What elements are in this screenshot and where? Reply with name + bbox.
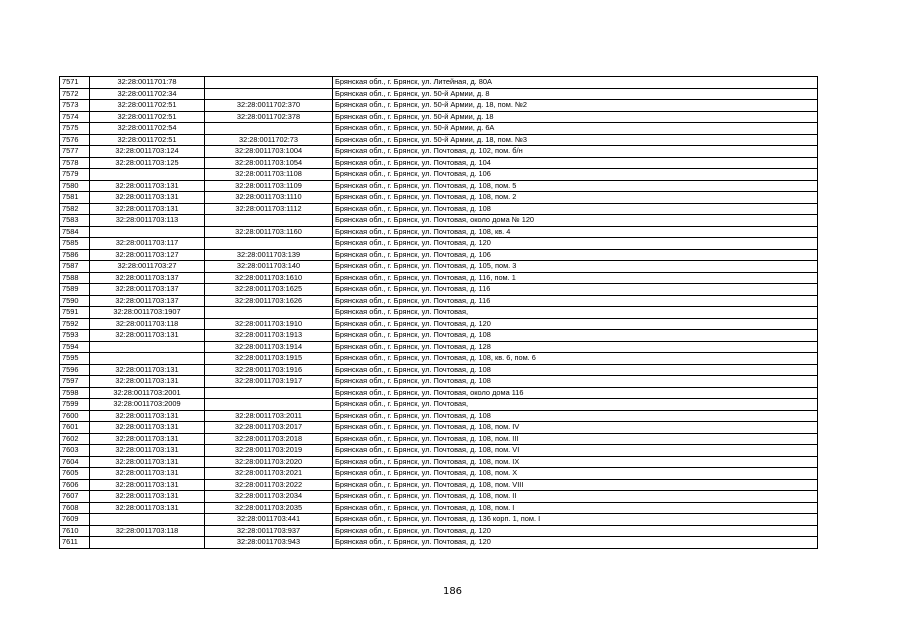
address-cell: Брянская обл., г. Брянск, ул. Почтовая, д. 106	[333, 249, 818, 261]
land-cadastral-number-cell: 32:28:0011703:125	[90, 157, 205, 169]
address-cell: Брянская обл., г. Брянск, ул. Почтовая, д. 108	[333, 364, 818, 376]
land-cadastral-number-cell: 32:28:0011703:137	[90, 272, 205, 284]
registry-table	[59, 76, 818, 549]
row-number-cell: 7595	[60, 353, 90, 365]
table-row	[60, 123, 818, 135]
table-row	[60, 88, 818, 100]
object-cadastral-number-cell: 32:28:0011703:1109	[205, 180, 333, 192]
land-cadastral-number-cell: 32:28:0011701:78	[90, 77, 205, 89]
table-row	[60, 226, 818, 238]
row-number-cell: 7582	[60, 203, 90, 215]
object-cadastral-number-cell: 32:28:0011703:937	[205, 525, 333, 537]
table-row	[60, 422, 818, 434]
registry-table-body	[60, 77, 818, 549]
row-number-cell: 7608	[60, 502, 90, 514]
object-cadastral-number-cell: 32:28:0011703:1112	[205, 203, 333, 215]
land-cadastral-number-cell	[90, 514, 205, 526]
object-cadastral-number-cell	[205, 88, 333, 100]
address-cell: Брянская обл., г. Брянск, ул. Почтовая, д. 128	[333, 341, 818, 353]
object-cadastral-number-cell: 32:28:0011703:1913	[205, 330, 333, 342]
object-cadastral-number-cell: 32:28:0011703:1625	[205, 284, 333, 296]
object-cadastral-number-cell: 32:28:0011703:1610	[205, 272, 333, 284]
address-cell: Брянская обл., г. Брянск, ул. Почтовая, д. 108	[333, 203, 818, 215]
row-number-cell: 7574	[60, 111, 90, 123]
table-row	[60, 525, 818, 537]
table-row	[60, 146, 818, 158]
row-number-cell: 7581	[60, 192, 90, 204]
table-row	[60, 157, 818, 169]
row-number-cell: 7579	[60, 169, 90, 181]
row-number-cell: 7572	[60, 88, 90, 100]
row-number-cell: 7586	[60, 249, 90, 261]
land-cadastral-number-cell: 32:28:0011702:51	[90, 100, 205, 112]
object-cadastral-number-cell: 32:28:0011703:140	[205, 261, 333, 273]
table-row	[60, 479, 818, 491]
object-cadastral-number-cell: 32:28:0011703:2020	[205, 456, 333, 468]
row-number-cell: 7599	[60, 399, 90, 411]
row-number-cell: 7571	[60, 77, 90, 89]
object-cadastral-number-cell: 32:28:0011703:2018	[205, 433, 333, 445]
object-cadastral-number-cell: 32:28:0011703:2035	[205, 502, 333, 514]
row-number-cell: 7590	[60, 295, 90, 307]
land-cadastral-number-cell: 32:28:0011703:131	[90, 479, 205, 491]
table-row	[60, 468, 818, 480]
row-number-cell: 7596	[60, 364, 90, 376]
row-number-cell: 7597	[60, 376, 90, 388]
object-cadastral-number-cell: 32:28:0011703:2021	[205, 468, 333, 480]
address-cell: Брянская обл., г. Брянск, ул. Почтовая, д. 108, пом. II	[333, 491, 818, 503]
land-cadastral-number-cell: 32:28:0011703:131	[90, 433, 205, 445]
address-cell: Брянская обл., г. Брянск, ул. Почтовая, д. 102, пом. б/н	[333, 146, 818, 158]
row-number-cell: 7577	[60, 146, 90, 158]
table-row	[60, 261, 818, 273]
row-number-cell: 7607	[60, 491, 90, 503]
table-row	[60, 169, 818, 181]
address-cell: Брянская обл., г. Брянск, ул. Почтовая, д. 108	[333, 410, 818, 422]
object-cadastral-number-cell: 32:28:0011703:2019	[205, 445, 333, 457]
land-cadastral-number-cell: 32:28:0011703:131	[90, 376, 205, 388]
land-cadastral-number-cell: 32:28:0011703:131	[90, 445, 205, 457]
address-cell: Брянская обл., г. Брянск, ул. Почтовая, д. 108, пом. IX	[333, 456, 818, 468]
land-cadastral-number-cell: 32:28:0011702:51	[90, 111, 205, 123]
land-cadastral-number-cell	[90, 169, 205, 181]
address-cell: Брянская обл., г. Брянск, ул. Почтовая,	[333, 307, 818, 319]
object-cadastral-number-cell: 32:28:0011703:1160	[205, 226, 333, 238]
land-cadastral-number-cell: 32:28:0011703:131	[90, 364, 205, 376]
land-cadastral-number-cell: 32:28:0011703:118	[90, 525, 205, 537]
land-cadastral-number-cell: 32:28:0011703:131	[90, 502, 205, 514]
address-cell: Брянская обл., г. Брянск, ул. Почтовая, д. 136 корп. 1, пом. I	[333, 514, 818, 526]
row-number-cell: 7576	[60, 134, 90, 146]
land-cadastral-number-cell: 32:28:0011703:131	[90, 468, 205, 480]
row-number-cell: 7594	[60, 341, 90, 353]
object-cadastral-number-cell: 32:28:0011703:943	[205, 537, 333, 549]
object-cadastral-number-cell: 32:28:0011703:1054	[205, 157, 333, 169]
address-cell: Брянская обл., г. Брянск, ул. Литейная, д. 80А	[333, 77, 818, 89]
table-row	[60, 192, 818, 204]
object-cadastral-number-cell: 32:28:0011703:139	[205, 249, 333, 261]
object-cadastral-number-cell: 32:28:0011703:2017	[205, 422, 333, 434]
row-number-cell: 7602	[60, 433, 90, 445]
row-number-cell: 7601	[60, 422, 90, 434]
row-number-cell: 7578	[60, 157, 90, 169]
table-row	[60, 537, 818, 549]
row-number-cell: 7573	[60, 100, 90, 112]
row-number-cell: 7609	[60, 514, 90, 526]
land-cadastral-number-cell: 32:28:0011703:131	[90, 422, 205, 434]
table-row	[60, 134, 818, 146]
object-cadastral-number-cell: 32:28:0011703:2011	[205, 410, 333, 422]
land-cadastral-number-cell: 32:28:0011703:131	[90, 410, 205, 422]
row-number-cell: 7598	[60, 387, 90, 399]
page-number: 186	[442, 586, 463, 597]
address-cell: Брянская обл., г. Брянск, ул. Почтовая, около дома № 120	[333, 215, 818, 227]
address-cell: Брянская обл., г. Брянск, ул. 50-й Армии, д. 18, пом. №3	[333, 134, 818, 146]
object-cadastral-number-cell: 32:28:0011702:378	[205, 111, 333, 123]
land-cadastral-number-cell: 32:28:0011702:54	[90, 123, 205, 135]
row-number-cell: 7588	[60, 272, 90, 284]
table-row	[60, 330, 818, 342]
row-number-cell: 7591	[60, 307, 90, 319]
row-number-cell: 7584	[60, 226, 90, 238]
land-cadastral-number-cell: 32:28:0011703:131	[90, 491, 205, 503]
land-cadastral-number-cell: 32:28:0011703:137	[90, 284, 205, 296]
object-cadastral-number-cell	[205, 387, 333, 399]
land-cadastral-number-cell: 32:28:0011703:131	[90, 330, 205, 342]
row-number-cell: 7583	[60, 215, 90, 227]
address-cell: Брянская обл., г. Брянск, ул. Почтовая, д. 108, пом. 5	[333, 180, 818, 192]
land-cadastral-number-cell	[90, 537, 205, 549]
row-number-cell: 7604	[60, 456, 90, 468]
object-cadastral-number-cell: 32:28:0011703:1004	[205, 146, 333, 158]
land-cadastral-number-cell: 32:28:0011703:131	[90, 192, 205, 204]
object-cadastral-number-cell	[205, 77, 333, 89]
land-cadastral-number-cell: 32:28:0011702:51	[90, 134, 205, 146]
table-row	[60, 100, 818, 112]
object-cadastral-number-cell: 32:28:0011702:370	[205, 100, 333, 112]
object-cadastral-number-cell	[205, 307, 333, 319]
land-cadastral-number-cell: 32:28:0011703:131	[90, 180, 205, 192]
table-row	[60, 410, 818, 422]
object-cadastral-number-cell: 32:28:0011703:2034	[205, 491, 333, 503]
address-cell: Брянская обл., г. Брянск, ул. 50-й Армии, д. 8	[333, 88, 818, 100]
table-row	[60, 284, 818, 296]
table-row	[60, 77, 818, 89]
row-number-cell: 7611	[60, 537, 90, 549]
land-cadastral-number-cell: 32:28:0011703:27	[90, 261, 205, 273]
row-number-cell: 7610	[60, 525, 90, 537]
address-cell: Брянская обл., г. Брянск, ул. Почтовая, д. 106	[333, 169, 818, 181]
address-cell: Брянская обл., г. Брянск, ул. Почтовая, д. 108, пом. X	[333, 468, 818, 480]
land-cadastral-number-cell: 32:28:0011703:124	[90, 146, 205, 158]
row-number-cell: 7593	[60, 330, 90, 342]
address-cell: Брянская обл., г. Брянск, ул. Почтовая, д. 108, пом. VI	[333, 445, 818, 457]
address-cell: Брянская обл., г. Брянск, ул. Почтовая, д. 108, кв. 4	[333, 226, 818, 238]
table-row	[60, 307, 818, 319]
row-number-cell: 7606	[60, 479, 90, 491]
table-row	[60, 399, 818, 411]
land-cadastral-number-cell: 32:28:0011703:127	[90, 249, 205, 261]
land-cadastral-number-cell: 32:28:0011703:131	[90, 456, 205, 468]
row-number-cell: 7580	[60, 180, 90, 192]
object-cadastral-number-cell: 32:28:0011703:1110	[205, 192, 333, 204]
address-cell: Брянская обл., г. Брянск, ул. 50-й Армии, д. 18, пом. №2	[333, 100, 818, 112]
address-cell: Брянская обл., г. Брянск, ул. Почтовая, д. 108, пом. 2	[333, 192, 818, 204]
object-cadastral-number-cell	[205, 123, 333, 135]
row-number-cell: 7600	[60, 410, 90, 422]
table-row	[60, 364, 818, 376]
land-cadastral-number-cell: 32:28:0011703:117	[90, 238, 205, 250]
table-row	[60, 353, 818, 365]
address-cell: Брянская обл., г. Брянск, ул. Почтовая, д. 104	[333, 157, 818, 169]
table-row	[60, 387, 818, 399]
address-cell: Брянская обл., г. Брянск, ул. 50-й Армии, д. 18	[333, 111, 818, 123]
row-number-cell: 7587	[60, 261, 90, 273]
object-cadastral-number-cell: 32:28:0011703:1914	[205, 341, 333, 353]
table-row	[60, 272, 818, 284]
address-cell: Брянская обл., г. Брянск, ул. Почтовая, д. 108, пом. III	[333, 433, 818, 445]
address-cell: Брянская обл., г. Брянск, ул. Почтовая, д. 120	[333, 238, 818, 250]
land-cadastral-number-cell	[90, 353, 205, 365]
address-cell: Брянская обл., г. Брянск, ул. Почтовая, д. 120	[333, 525, 818, 537]
land-cadastral-number-cell: 32:28:0011703:118	[90, 318, 205, 330]
address-cell: Брянская обл., г. Брянск, ул. Почтовая, д. 108, пом. I	[333, 502, 818, 514]
table-row	[60, 376, 818, 388]
object-cadastral-number-cell: 32:28:0011703:1626	[205, 295, 333, 307]
table-row	[60, 238, 818, 250]
address-cell: Брянская обл., г. Брянск, ул. Почтовая,	[333, 399, 818, 411]
object-cadastral-number-cell: 32:28:0011703:441	[205, 514, 333, 526]
table-row	[60, 433, 818, 445]
address-cell: Брянская обл., г. Брянск, ул. Почтовая, д. 108	[333, 330, 818, 342]
address-cell: Брянская обл., г. Брянск, ул. Почтовая, д. 116	[333, 295, 818, 307]
address-cell: Брянская обл., г. Брянск, ул. Почтовая, д. 120	[333, 318, 818, 330]
address-cell: Брянская обл., г. Брянск, ул. Почтовая, д. 108, кв. 6, пом. 6	[333, 353, 818, 365]
row-number-cell: 7589	[60, 284, 90, 296]
table-row	[60, 215, 818, 227]
object-cadastral-number-cell	[205, 215, 333, 227]
address-cell: Брянская обл., г. Брянск, ул. 50-й Армии, д. 6А	[333, 123, 818, 135]
table-row	[60, 502, 818, 514]
table-row	[60, 514, 818, 526]
table-row	[60, 203, 818, 215]
object-cadastral-number-cell: 32:28:0011703:2022	[205, 479, 333, 491]
land-cadastral-number-cell: 32:28:0011703:1907	[90, 307, 205, 319]
table-row	[60, 111, 818, 123]
address-cell: Брянская обл., г. Брянск, ул. Почтовая, д. 108	[333, 376, 818, 388]
land-cadastral-number-cell: 32:28:0011703:2009	[90, 399, 205, 411]
object-cadastral-number-cell	[205, 238, 333, 250]
row-number-cell: 7592	[60, 318, 90, 330]
land-cadastral-number-cell: 32:28:0011703:131	[90, 203, 205, 215]
address-cell: Брянская обл., г. Брянск, ул. Почтовая, д. 116, пом. 1	[333, 272, 818, 284]
address-cell: Брянская обл., г. Брянск, ул. Почтовая, д. 108, пом. VIII	[333, 479, 818, 491]
object-cadastral-number-cell: 32:28:0011703:1108	[205, 169, 333, 181]
table-row	[60, 318, 818, 330]
land-cadastral-number-cell: 32:28:0011703:137	[90, 295, 205, 307]
land-cadastral-number-cell	[90, 341, 205, 353]
row-number-cell: 7603	[60, 445, 90, 457]
table-row	[60, 295, 818, 307]
row-number-cell: 7605	[60, 468, 90, 480]
land-cadastral-number-cell: 32:28:0011703:2001	[90, 387, 205, 399]
address-cell: Брянская обл., г. Брянск, ул. Почтовая, около дома 116	[333, 387, 818, 399]
table-row	[60, 341, 818, 353]
table-row	[60, 445, 818, 457]
address-cell: Брянская обл., г. Брянск, ул. Почтовая, д. 108, пом. IV	[333, 422, 818, 434]
address-cell: Брянская обл., г. Брянск, ул. Почтовая, д. 105, пом. 3	[333, 261, 818, 273]
object-cadastral-number-cell	[205, 399, 333, 411]
table-row	[60, 249, 818, 261]
object-cadastral-number-cell: 32:28:0011703:1910	[205, 318, 333, 330]
land-cadastral-number-cell: 32:28:0011703:113	[90, 215, 205, 227]
land-cadastral-number-cell	[90, 226, 205, 238]
object-cadastral-number-cell: 32:28:0011703:1915	[205, 353, 333, 365]
table-row	[60, 491, 818, 503]
object-cadastral-number-cell: 32:28:0011702:73	[205, 134, 333, 146]
object-cadastral-number-cell: 32:28:0011703:1916	[205, 364, 333, 376]
row-number-cell: 7585	[60, 238, 90, 250]
table-row	[60, 456, 818, 468]
row-number-cell: 7575	[60, 123, 90, 135]
land-cadastral-number-cell: 32:28:0011702:34	[90, 88, 205, 100]
address-cell: Брянская обл., г. Брянск, ул. Почтовая, д. 116	[333, 284, 818, 296]
table-row	[60, 180, 818, 192]
address-cell: Брянская обл., г. Брянск, ул. Почтовая, д. 120	[333, 537, 818, 549]
object-cadastral-number-cell: 32:28:0011703:1917	[205, 376, 333, 388]
